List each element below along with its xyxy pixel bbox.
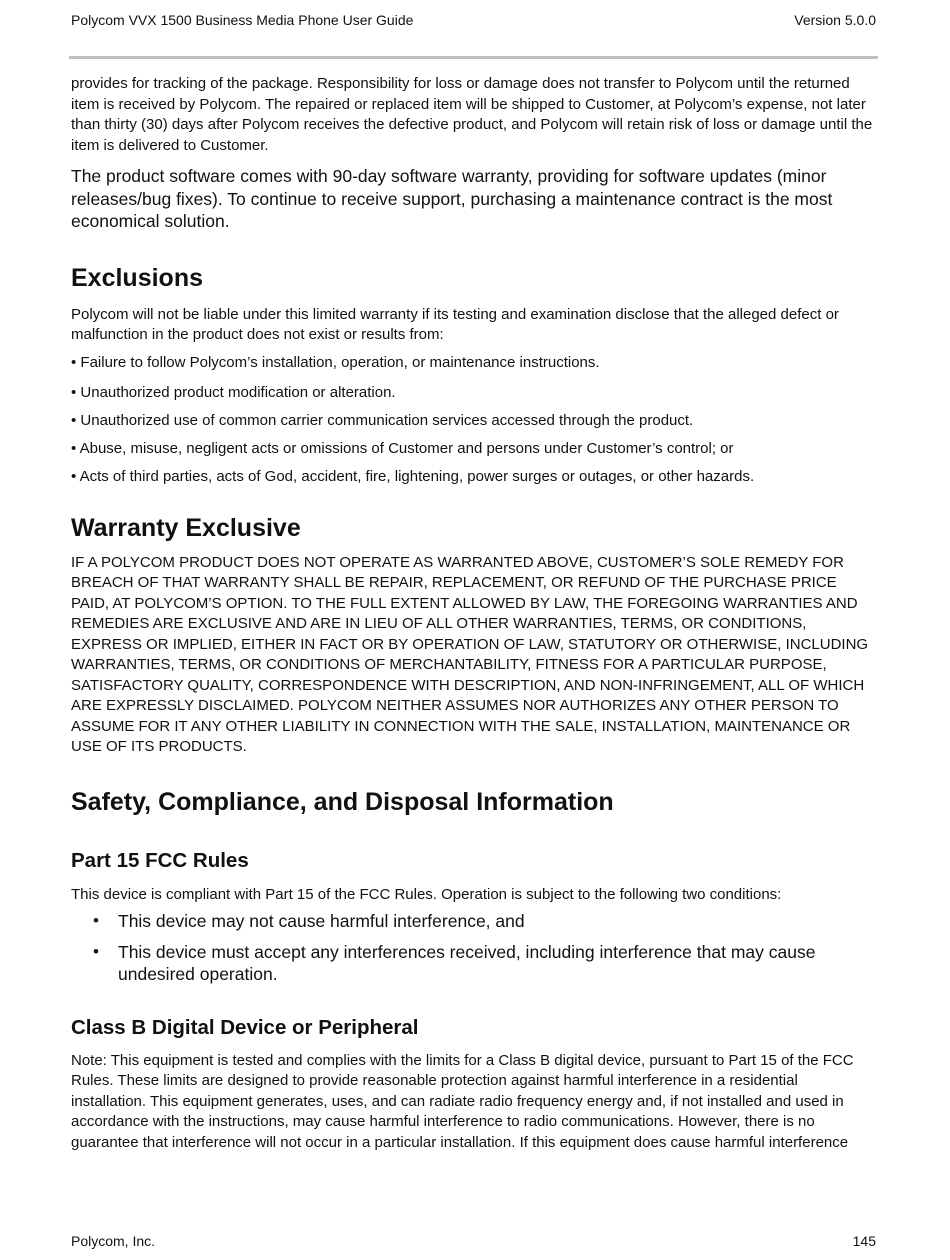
fcc-heading: Part 15 FCC Rules xyxy=(71,848,249,872)
exclusion-item: • Unauthorized use of common carrier communication services accessed through the product. xyxy=(71,411,694,429)
exclusions-heading: Exclusions xyxy=(71,263,203,292)
footer-company: Polycom, Inc. xyxy=(71,1233,156,1249)
safety-heading: Safety, Compliance, and Disposal Information xyxy=(71,787,614,816)
exclusion-item: • Failure to follow Polycom’s installation, operation, or maintenance instructions. xyxy=(71,353,600,371)
bullet-icon: • xyxy=(93,941,99,961)
warranty-exclusive-text: IF A POLYCOM PRODUCT DOES NOT OPERATE AS WARRANTED ABOVE, CUSTOMER’S SOLE REMEDY FOR BREACH OF THAT WARRANTY SHALL BE REPAIR, REPLACEMENT, OR REFUND OF THE PURCHASE PRICE PAID, AT POLYCOM’S OPTION. TO THE FULL EXTENT ALLOWED BY LAW, THE FOREGOING WARRANTIES AND REMEDIES ARE EXCLUSIVE AND ARE IN LIEU OF ALL OTHER WARRANTIES, TERMS, OR CONDITIONS, EXPRESS OR IMPLIED, EITHER IN FACT OR BY OPERATION OF LAW, STATUTORY OR OTHERWISE, INCLUDING WARRANTIES, TERMS, OR CONDITIONS OF MERCHANTABILITY, FITNESS FOR A PARTICULAR PURPOSE, SATISFACTORY QUALITY, CORRESPONDENCE WITH DESCRIPTION, AND NON-INFRINGEMENT, ALL OF WHICH ARE EXPRESSLY DISCLAIMED. POLYCOM NEITHER ASSUMES NOR AUTHORIZES ANY OTHER PERSON TO ASSUME FOR IT ANY OTHER LIABILITY IN CONNECTION WITH THE SALE, INSTALLATION, MAINTENANCE OR USE OF ITS PRODUCTS. xyxy=(71,553,869,755)
exclusion-item: • Acts of third parties, acts of God, accident, fire, lightening, power surges or outages, or other hazards. xyxy=(71,467,755,485)
exclusion-item: • Unauthorized product modification or alteration. xyxy=(71,383,396,401)
fcc-condition-text: This device may not cause harmful interference, and xyxy=(118,911,525,931)
page-header xyxy=(71,12,876,32)
exclusions-intro: Polycom will not be liable under this limited warranty if its testing and examination disclose that the alleged defect or malfunction in the product does not exist or results from: xyxy=(71,305,839,343)
class-b-text: Note: This equipment is tested and complies with the limits for a Class B digital device, pursuant to Part 15 of the FCC Rules. These limits are designed to provide reasonable protection against harmful interference in a residential installation. This equipment generates, uses, and can radiate radio frequency energy and, if not installed and used in accordance with the instructions, may cause harmful interference to radio communications. However, there is no guarantee that interference will not occur in a particular installation. If this equipment does cause harmful interference xyxy=(71,1051,854,1151)
software-warranty-paragraph: The product software comes with 90-day software warranty, providing for software updates (minor releases/bug fixes). To continue to receive support, purchasing a maintenance contract is the most economical solution. xyxy=(71,166,833,231)
fcc-conditions-list xyxy=(71,910,876,986)
page-footer xyxy=(71,1233,876,1253)
document-title: Polycom VVX 1500 Business Media Phone User Guide xyxy=(71,12,414,28)
list-item xyxy=(71,941,876,986)
list-item xyxy=(71,910,876,933)
bullet-icon: • xyxy=(93,911,99,930)
fcc-condition-text: This device must accept any interferences received, including interference that may cause undesired operation. xyxy=(118,941,816,984)
page-content xyxy=(71,74,876,1153)
page-number: 145 xyxy=(852,1233,876,1249)
exclusion-item: • Abuse, misuse, negligent acts or omissions of Customer and persons under Customer’s control; or xyxy=(71,439,734,457)
header-divider xyxy=(69,56,878,59)
warranty-exclusive-heading: Warranty Exclusive xyxy=(71,513,301,542)
fcc-intro: This device is compliant with Part 15 of the FCC Rules. Operation is subject to the following two conditions: xyxy=(71,885,782,903)
class-b-heading: Class B Digital Device or Peripheral xyxy=(71,1015,419,1039)
document-version: Version 5.0.0 xyxy=(794,12,876,28)
intro-paragraph: provides for tracking of the package. Responsibility for loss or damage does not transfer to Polycom until the returned item is received by Polycom. The repaired or replaced item will be shipped to Customer, at Polycom’s expense, not later than thirty (30) days after Polycom receives the defective product, and Polycom will retain risk of loss or damage until the item is delivered to Customer. xyxy=(71,75,873,154)
